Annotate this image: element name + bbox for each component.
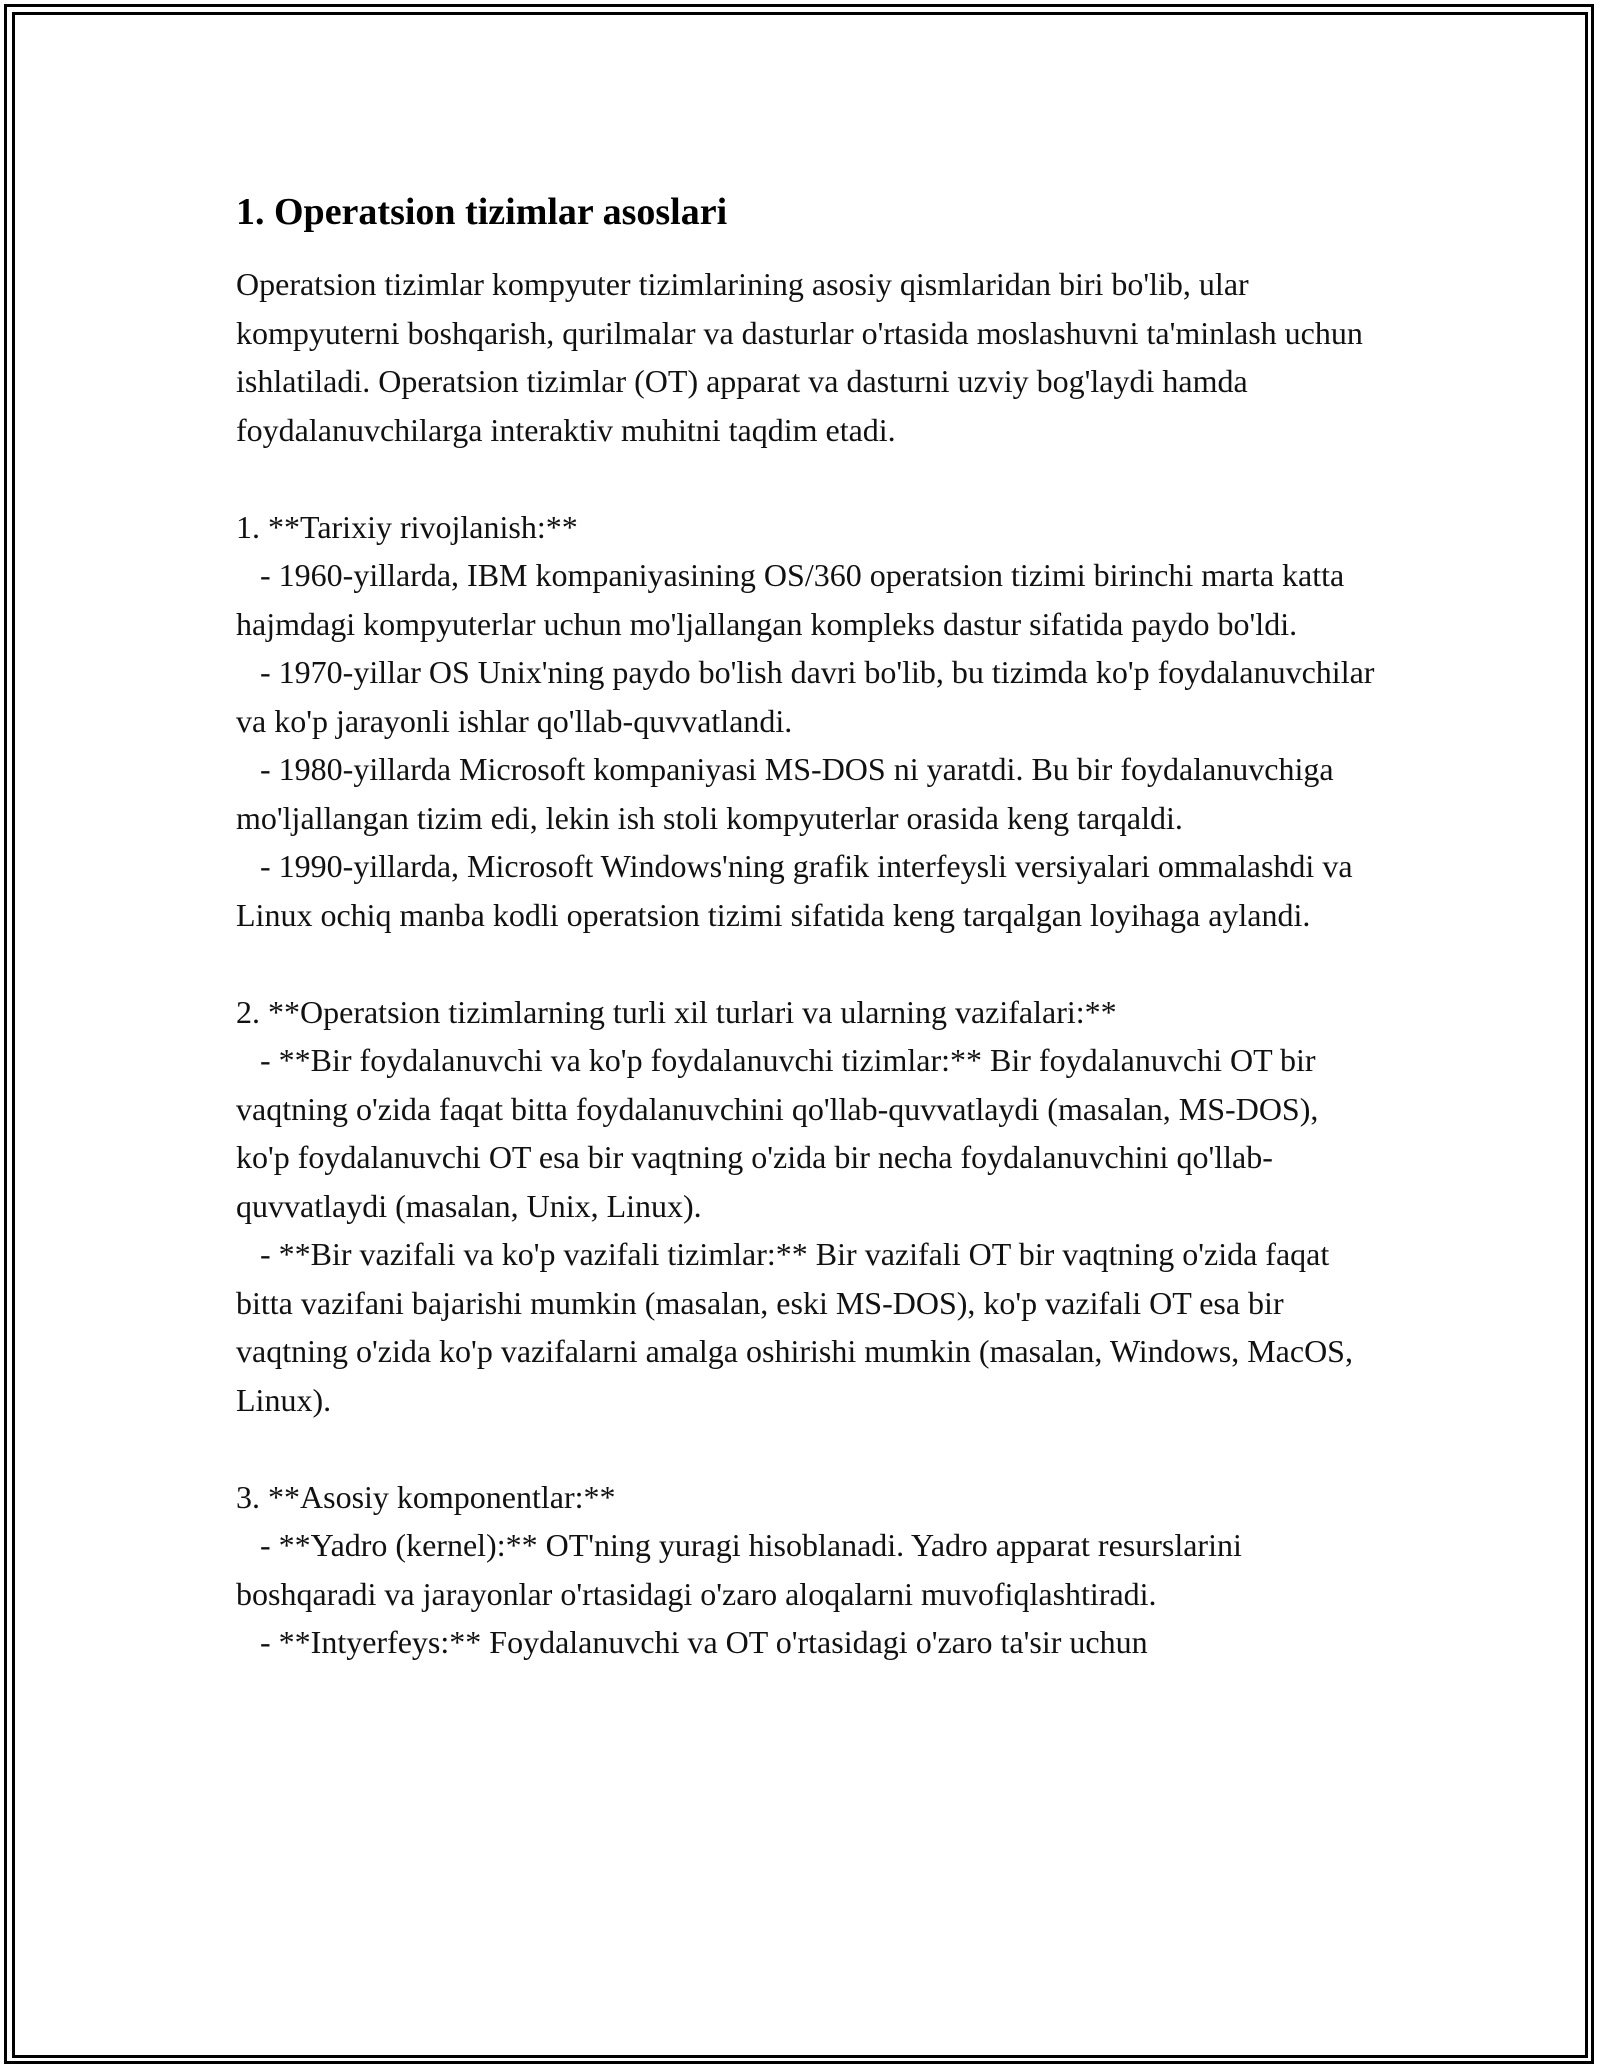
intro-paragraph: Operatsion tizimlar kompyuter tizimlarining asosiy qismlaridan biri bo'lib, ular kompyuterni boshqarish, qurilmalar va dasturlar o'rtasida moslashuvni ta'minlash uchun ishlatiladi. Operatsion tizimlar (OT) apparat va dasturni uzviy bog'laydi hamda foydalanuvchilarga interaktiv muhitni taqdim etadi.	[236, 266, 1363, 448]
document-title: 1. Operatsion tizimlar asoslari	[236, 191, 728, 233]
list-item: - 1970-yillar OS Unix'ning paydo bo'lish davri bo'lib, bu tizimda ko'p foydalanuvchilar va ko'p jarayonli ishlar qo'llab-quvvatlandi.	[236, 654, 1383, 739]
section-heading: 1. **Tarixiy rivojlanish:**	[236, 508, 578, 545]
list-item: - 1960-yillarda, IBM kompaniyasining OS/360 operatsion tizimi birinchi marta katta hajmdagi kompyuterlar uchun mo'ljallangan kompleks dastur sifatida paydo bo'ldi.	[236, 557, 1353, 642]
list-item: - **Yadro (kernel):** OT'ning yuragi hisoblanadi. Yadro apparat resurslarini boshqaradi va jarayonlar o'rtasidagi o'zaro aloqalarni muvofiqlashtiradi.	[236, 1527, 1250, 1612]
section-2	[236, 988, 1376, 1425]
list-item: - **Intyerfeys:** Foydalanuvchi va OT o'rtasidagi o'zaro ta'sir uchun	[236, 1624, 1148, 1660]
list-item: - **Bir foydalanuvchi va ko'p foydalanuvchi tizimlar:** Bir foydalanuvchi OT bir vaqtning o'zida faqat bitta foydalanuvchini qo'llab-quvvatlaydi (masalan, MS-DOS), ko'p foydalanuvchi OT esa bir vaqtning o'zida bir necha foydalanuvchini qo'llab-quvvatlaydi (masalan, Unix, Linux).	[236, 1042, 1327, 1224]
list-item: - 1990-yillarda, Microsoft Windows'ning grafik interfeysli versiyalari ommalashdi va Linux ochiq manba kodli operatsion tizimi sifatida keng tarqalgan loyihaga aylandi.	[236, 848, 1361, 933]
sections-list	[236, 503, 1383, 1667]
section-heading: 3. **Asosiy komponentlar:**	[236, 1478, 616, 1515]
section-3	[236, 1473, 1376, 1667]
list-item: - **Bir vazifali va ko'p vazifali tizimlar:** Bir vazifali OT bir vaqtning o'zida faqat bitta vazifani bajarishi mumkin (masalan, eski MS-DOS), ko'p vazifali OT esa bir vaqtning o'zida ko'p vazifalarni amalga oshirishi mumkin (masalan, Windows, MacOS, Linux).	[236, 1236, 1361, 1418]
section-heading: 2. **Operatsion tizimlarning turli xil turlari va ularning vazifalari:**	[236, 993, 1117, 1030]
section-1	[236, 503, 1383, 940]
list-item: - 1980-yillarda Microsoft kompaniyasi MS-DOS ni yaratdi. Bu bir foydalanuvchiga mo'ljallangan tizim edi, lekin ish stoli kompyuterlar orasida keng tarqaldi.	[236, 751, 1342, 836]
document-body	[236, 186, 1383, 1667]
